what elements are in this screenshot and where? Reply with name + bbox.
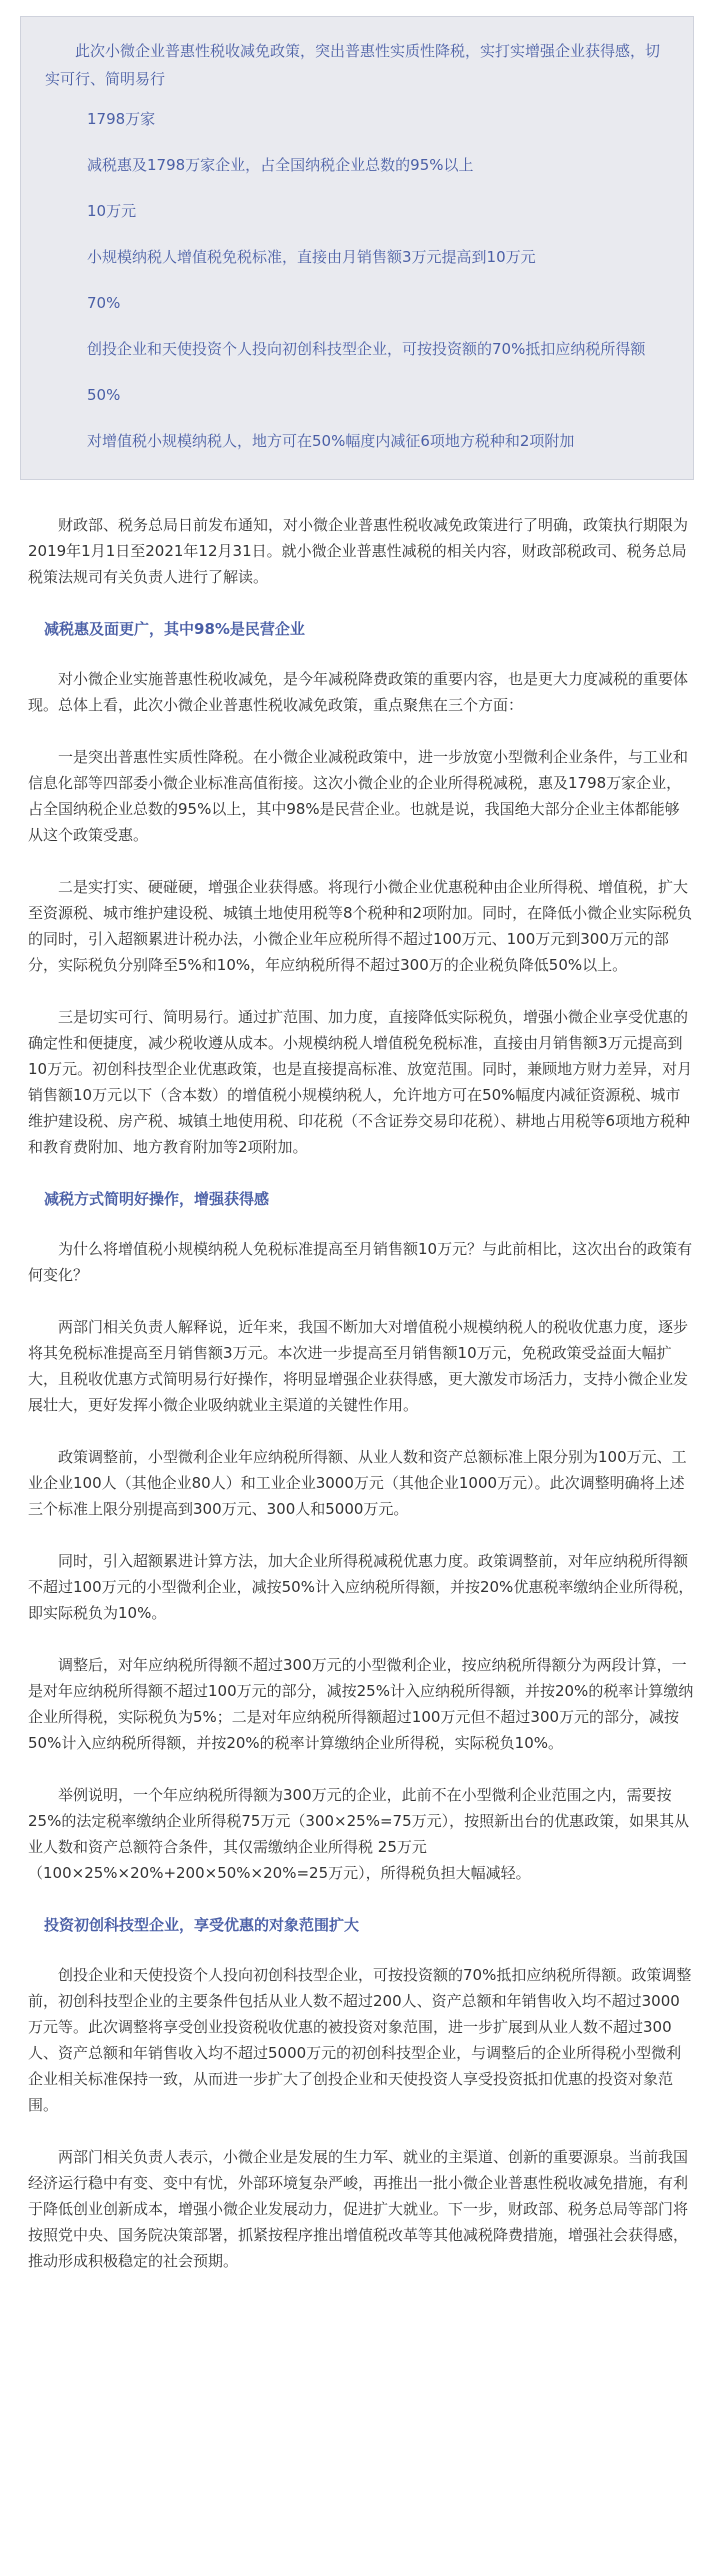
highlight-item: 小规模纳税人增值税免税标准，直接由月销售额3万元提高到10万元 xyxy=(87,248,536,266)
article-paragraph: 对小微企业实施普惠性税收减免，是今年减税降费政策的重要内容，也是更大力度减税的重要体现。总体上看，此次小微企业普惠性税收减免政策，重点聚焦在三个方面： xyxy=(28,670,689,714)
article-paragraph: 两部门相关负责人表示，小微企业是发展的生力军、就业的主渠道、创新的重要源泉。当前我国经济运行稳中有变、变中有忧，外部环境复杂严峻，再推出一批小微企业普惠性税收减免措施，有利于降低创业创新成本，增强小微企业发展动力，促进扩大就业。下一步，财政部、税务总局等部门将按照党中央、国务院决策部署，抓紧按程序推出增值税改革等其他减税降费措施，增强社会获得感，推动形成积极稳定的社会预期。 xyxy=(28,2148,689,2270)
article-body xyxy=(20,480,700,2274)
highlight-item: 70% xyxy=(87,294,121,312)
article-paragraph: 举例说明，一个年应纳税所得额为300万元的企业，此前不在小型微利企业范围之内，需要按25%的法定税率缴纳企业所得税75万元（300×25%=75万元），按照新出台的优惠政策，如果其从业人数和资产总额符合条件，其仅需缴纳企业所得税 25万元（100×25%×20%+200×50%×20%=25万元），所得税负担大幅减轻。 xyxy=(28,1786,690,1882)
highlight-item: 50% xyxy=(87,386,121,404)
section-heading: 投资初创科技型企业，享受优惠的对象范围扩大 xyxy=(44,1916,360,1934)
section-heading: 减税方式简明好操作，增强获得感 xyxy=(44,1190,270,1208)
highlight-box xyxy=(20,16,694,480)
highlight-intro: 此次小微企业普惠性税收减免政策，突出普惠性实质性降税，实打实增强企业获得感，切实可行、简明易行 xyxy=(45,42,661,88)
article-paragraph: 调整后，对年应纳税所得额不超过300万元的小型微利企业，按应纳税所得额分为两段计算，一是对年应纳税所得额不超过100万元的部分，减按25%计入应纳税所得额，并按20%的税率计算缴纳企业所得税，实际税负为5%；二是对年应纳税所得额超过100万元但不超过300万元的部分，减按50%计入应纳税所得额，并按20%的税率计算缴纳企业所得税，实际税负10%。 xyxy=(28,1656,694,1752)
highlight-item: 减税惠及1798万家企业，占全国纳税企业总数的95%以上 xyxy=(87,156,474,174)
article-paragraph: 创投企业和天使投资个人投向初创科技型企业，可按投资额的70%抵扣应纳税所得额。政策调整前，初创科技型企业的主要条件包括从业人数不超过200人、资产总额和年销售收入均不超过3000万元等。此次调整将享受创业投资税收优惠的被投资对象范围，进一步扩展到从业人数不超过300人、资产总额和年销售收入均不超过5000万元的初创科技型企业，与调整后的企业所得税小型微利企业相关标准保持一致，从而进一步扩大了创投企业和天使投资人享受投资抵扣优惠的投资对象范围。 xyxy=(28,1966,692,2114)
article-paragraph: 政策调整前，小型微利企业年应纳税所得额、从业人数和资产总额标准上限分别为100万元、工业企业100人（其他企业80人）和工业企业3000万元（其他企业1000万元）。此次调整明确将上述三个标准上限分别提高到300万元、300人和5000万元。 xyxy=(28,1448,687,1518)
article-paragraph: 三是切实可行、简明易行。通过扩范围、加力度，直接降低实际税负，增强小微企业享受优惠的确定性和便捷度，减少税收遵从成本。小规模纳税人增值税免税标准，直接由月销售额3万元提高到10万元。初创科技型企业优惠政策，也是直接提高标准、放宽范围。同时，兼顾地方财力差异，对月销售额10万元以下（含本数）的增值税小规模纳税人，允许地方可在50%幅度内减征资源税、城市维护建设税、房产税、城镇土地使用税、印花税（不含证券交易印花税）、耕地占用税等6项地方税种和教育费附加、地方教育附加等2项附加。 xyxy=(28,1008,693,1156)
highlight-item: 1798万家 xyxy=(87,110,156,128)
article-paragraph: 同时，引入超额累进计算方法，加大企业所得税减税优惠力度。政策调整前，对年应纳税所得额不超过100万元的小型微利企业，减按50%计入应纳税所得额，并按20%优惠税率缴纳企业所得税，即实际税负为10%。 xyxy=(28,1552,694,1622)
highlight-item: 对增值税小规模纳税人，地方可在50%幅度内减征6项地方税种和2项附加 xyxy=(87,432,575,450)
article-paragraph: 二是实打实、硬碰硬，增强企业获得感。将现行小微企业优惠税种由企业所得税、增值税，扩大至资源税、城市维护建设税、城镇土地使用税等8个税种和2项附加。同时，在降低小微企业实际税负的同时，引入超额累进计税办法，小微企业年应税所得不超过100万元、100万元到300万元的部分，实际税负分别降至5%和10%，年应纳税所得不超过300万的企业税负降低50%以上。 xyxy=(28,878,693,974)
article-paragraph: 一是突出普惠性实质性降税。在小微企业减税政策中，进一步放宽小型微利企业条件，与工业和信息化部等四部委小微企业标准高值衔接。这次小微企业的企业所得税减税，惠及1798万家企业，占全国纳税企业总数的95%以上，其中98%是民营企业。也就是说，我国绝大部分企业主体都能够从这个政策受惠。 xyxy=(28,748,689,844)
article-paragraph: 为什么将增值税小规模纳税人免税标准提高至月销售额10万元？与此前相比，这次出台的政策有何变化？ xyxy=(28,1240,693,1284)
article-paragraph: 两部门相关负责人解释说，近年来，我国不断加大对增值税小规模纳税人的税收优惠力度，逐步将其免税标准提高至月销售额3万元。本次进一步提高至月销售额10万元，免税政策受益面大幅扩大，且税收优惠方式简明易行好操作，将明显增强企业获得感，更大激发市场活力，支持小微企业发展壮大，更好发挥小微企业吸纳就业主渠道的关键性作用。 xyxy=(28,1318,689,1414)
section-heading: 减税惠及面更广，其中98%是民营企业 xyxy=(44,620,305,638)
highlight-item: 创投企业和天使投资个人投向初创科技型企业，可按投资额的70%抵扣应纳税所得额 xyxy=(87,340,646,358)
article-paragraph: 财政部、税务总局日前发布通知，对小微企业普惠性税收减免政策进行了明确，政策执行期限为2019年1月1日至2021年12月31日。就小微企业普惠性减税的相关内容，财政部税政司、税务总局税策法规司有关负责人进行了解读。 xyxy=(28,516,689,586)
highlight-item: 10万元 xyxy=(87,202,137,220)
